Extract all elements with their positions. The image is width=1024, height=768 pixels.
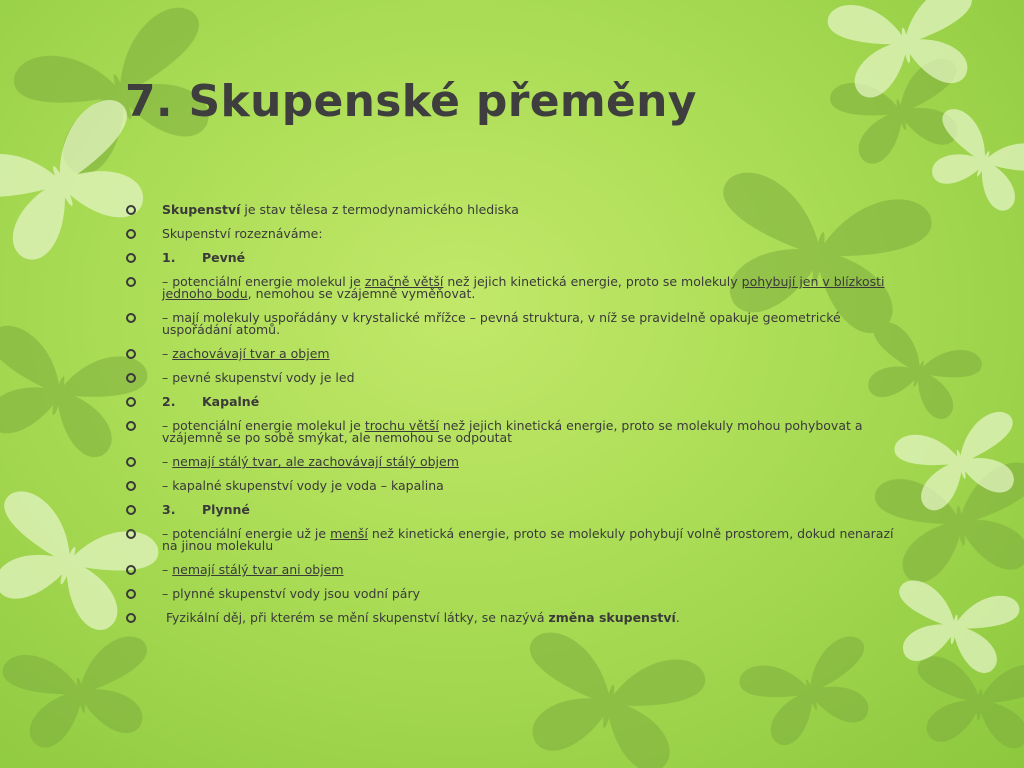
item-text: – <box>162 454 173 469</box>
underlined-text: nemají stálý tvar, ale zachovávají stálý objem <box>172 454 459 469</box>
ring-bullet-icon <box>126 205 136 215</box>
slide-title: 7. Skupenské přeměny <box>125 76 697 127</box>
bullet-list <box>126 204 906 636</box>
underlined-text: menší <box>330 526 368 541</box>
list-item <box>126 312 906 336</box>
item-text: – pevné skupenství vody je led <box>162 370 355 385</box>
butterfly-shape <box>911 655 1024 751</box>
list-item <box>126 480 906 492</box>
item-text: . <box>675 610 680 625</box>
item-text: – potenciální energie molekul je <box>162 274 365 289</box>
item-number: 1. <box>162 250 176 265</box>
list-item <box>126 588 906 600</box>
ring-bullet-icon <box>126 397 136 407</box>
butterfly-shape <box>510 628 709 768</box>
item-text: Skupenství rozeznáváme: <box>162 226 323 241</box>
bold-text: změna skupenství <box>548 610 676 625</box>
item-text: – mají molekuly uspořádány v krystalické mřížce – pevná struktura, v níž se pravidelně opakuje geometrické uspořádání atomů. <box>162 310 841 337</box>
underlined-text: značně větší <box>364 274 444 289</box>
ring-bullet-icon <box>126 481 136 491</box>
underlined-text: pohybují jen v blízkosti jednoho bodu <box>162 274 885 301</box>
list-item <box>126 228 906 240</box>
item-text: , nemohou se vzájemně vyměňovat. <box>247 286 476 301</box>
underlined-text: nemají stálý tvar ani objem <box>172 562 344 577</box>
ring-bullet-icon <box>126 529 136 539</box>
butterfly-shape <box>736 632 886 753</box>
item-text: – potenciální energie už je <box>162 526 331 541</box>
ring-bullet-icon <box>126 253 136 263</box>
list-item <box>126 564 906 576</box>
item-text: Fyzikální děj, při kterém se mění skupenství látky, se nazývá <box>162 610 549 625</box>
item-number: 2. <box>162 394 176 409</box>
item-text: – potenciální energie molekul je <box>162 418 365 433</box>
list-item <box>126 204 906 216</box>
underlined-text: trochu větší <box>364 418 439 433</box>
ring-bullet-icon <box>126 313 136 323</box>
section-heading: Plynné <box>202 502 250 517</box>
ring-bullet-icon <box>126 505 136 515</box>
section-heading: Kapalné <box>202 394 260 409</box>
item-text: – kapalné skupenství vody je voda – kapalina <box>162 478 444 493</box>
item-text: než jejich kinetická energie, proto se molekuly <box>443 274 742 289</box>
item-text: než jejich kinetická energie, proto se molekuly mohou pohybovat a vzájemně se po sobě smýkat, ale nemohou se odpoutat <box>162 418 863 445</box>
ring-bullet-icon <box>126 457 136 467</box>
butterfly-shape <box>0 634 160 753</box>
list-item <box>126 504 906 516</box>
item-text: – <box>162 346 173 361</box>
list-item <box>126 612 906 624</box>
ring-bullet-icon <box>126 349 136 359</box>
list-item <box>126 456 906 468</box>
butterfly-shape <box>888 578 1022 677</box>
ring-bullet-icon <box>126 613 136 623</box>
ring-bullet-icon <box>126 373 136 383</box>
underlined-text: zachovávají tvar a objem <box>172 346 330 361</box>
item-number: 3. <box>162 502 176 517</box>
item-text: – <box>162 562 173 577</box>
ring-bullet-icon <box>126 589 136 599</box>
ring-bullet-icon <box>126 565 136 575</box>
list-item <box>126 420 906 444</box>
section-heading: Pevné <box>202 250 246 265</box>
ring-bullet-icon <box>126 229 136 239</box>
list-item <box>126 372 906 384</box>
list-item <box>126 276 906 300</box>
item-text: je stav tělesa z termodynamického hlediska <box>240 202 519 217</box>
ring-bullet-icon <box>126 421 136 431</box>
item-text: – plynné skupenství vody jsou vodní páry <box>162 586 420 601</box>
list-item <box>126 252 906 264</box>
list-item <box>126 528 906 552</box>
ring-bullet-icon <box>126 277 136 287</box>
list-item <box>126 396 906 408</box>
list-item <box>126 348 906 360</box>
bold-text: Skupenství <box>162 202 241 217</box>
item-text: než kinetická energie, proto se molekuly pohybují volně prostorem, dokud nenarazí na jinou molekulu <box>162 526 894 553</box>
